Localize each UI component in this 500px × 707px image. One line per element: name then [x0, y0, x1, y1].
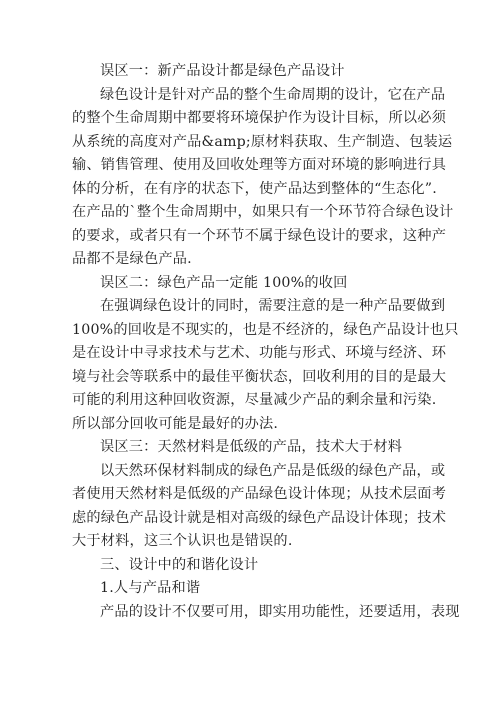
paragraph-line: 者使用天然材料是低级的产品绿色设计体现；从技术层面考 [72, 486, 447, 502]
paragraph-line: 的整个生命周期中都要将环境保护作为设计目标，所以必须 [72, 110, 447, 126]
paragraph-line: 输、销售管理、使用及回收处理等方面对环境的影响进行具 [72, 157, 447, 173]
chapter-heading: 三、设计中的和谐化设计 [100, 556, 259, 573]
section-heading: 误区一：新产品设计都是绿色产品设计 [100, 63, 345, 79]
section-heading: 误区二：绿色产品一定能 100%的收回 [100, 274, 348, 291]
section-heading: 误区三：天然材料是低级的产品，技术大于材料 [100, 439, 403, 455]
paragraph-line: 产品的设计不仅要可用，即实用功能性，还要适用，表现 [100, 603, 460, 620]
paragraph-line: 大于材料，这三个认识也是错误的. [72, 533, 293, 549]
paragraph-line: 可能的利用这种回收资源，尽量减少产品的剩余量和污染. [72, 392, 437, 408]
paragraph-line: 从系统的高度对产品&amp;原材料获取、生产制造、包装运 [72, 133, 453, 150]
paragraph-line: 品都不是绿色产品. [72, 251, 192, 267]
subsection-heading: 1.人与产品和谐 [100, 580, 201, 596]
paragraph-line: 虑的绿色产品设计就是相对高级的绿色产品设计体现；技术 [72, 509, 447, 526]
paragraph-line: 所以部分回收可能是最好的办法. [72, 415, 279, 432]
paragraph-line: 以天然环保材料制成的绿色产品是低级的绿色产品，或 [100, 462, 446, 479]
document-body [72, 60, 460, 624]
paragraph-line: 在产品的`整个生命周期中，如果只有一个环节符合绿色设计 [72, 204, 454, 220]
paragraph-line: 是在设计中寻求技术与艺术、功能与形式、环境与经济、环 [72, 345, 447, 361]
paragraph-line: 境与社会等联系中的最佳平衡状态，回收利用的目的是最大 [72, 368, 447, 385]
paragraph-line: 绿色设计是针对产品的整个生命周期的设计，它在产品 [100, 86, 446, 103]
paragraph-line: 在强调绿色设计的同时，需要注意的是一种产品要做到 [100, 298, 446, 314]
paragraph-line: 的要求，或者只有一个环节不属于绿色设计的要求，这种产 [72, 227, 447, 244]
paragraph-line: 100%的回收是不现实的，也是不经济的，绿色产品设计也只 [72, 321, 459, 338]
paragraph-line: 体的分析，在有序的状态下，使产品达到整体的“生态化”. [72, 180, 437, 197]
